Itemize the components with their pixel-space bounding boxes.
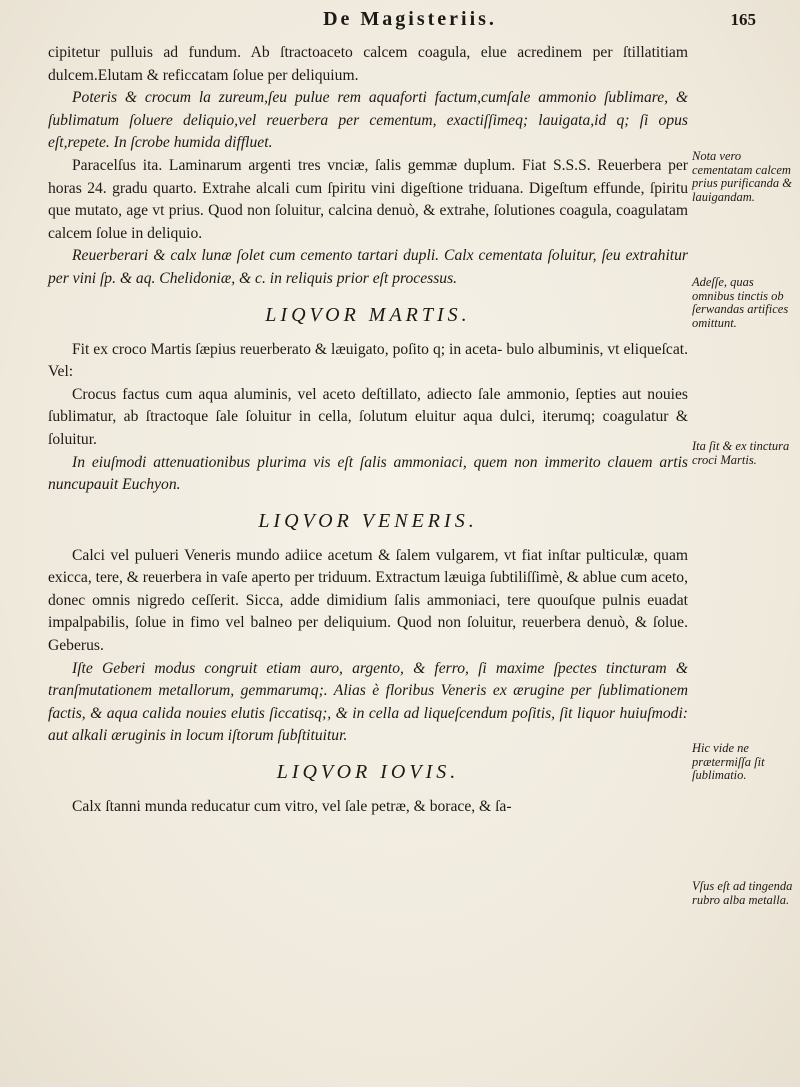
marginal-note-text: Hic vide ne prætermiſſa ſit ſublimatio. bbox=[692, 741, 765, 782]
marginal-note-text: Vſus eſt ad tingenda rubro alba metalla. bbox=[692, 879, 793, 907]
marginal-note-text: Adeſſe, quas omnibus tinctis ob ſerwandas artifices omittunt. bbox=[692, 275, 789, 330]
marginal-note-text: Ita ſit & ex tinctura croci Martis. bbox=[692, 439, 790, 467]
section-heading: LIQVOR MARTIS. bbox=[265, 303, 471, 326]
marginal-note bbox=[692, 276, 796, 330]
main-text bbox=[48, 42, 688, 819]
page-header bbox=[60, 6, 760, 40]
marginal-note bbox=[692, 742, 796, 783]
page-number: 165 bbox=[730, 10, 756, 29]
paragraph: Crocus factus cum aqua aluminis, vel aceto deſtillato, adiecto ſale ammonio, ſepties aut nouies ſublimatur, ab ſtractoque ſale ſoluitur in cella, ſolutum eluitur aqua dulci, iterumq; coagulatur & ſoluitur. bbox=[48, 385, 688, 448]
paragraph: Reuerberari & calx lunæ ſolet cum cemento tartari dupli. Calx cementata ſoluitur, ſeu extrahitur per vini ſp. & aq. Chelidoniæ, & c. in reliquis prior eſt processus. bbox=[48, 247, 688, 287]
section-heading: LIQVOR IOVIS. bbox=[276, 761, 460, 784]
paragraph: cipitetur pulluis ad fundum. Ab ſtractoaceto calcem coagula, elue acredinem per ſtillatitiam dulcem.Elutam & reficcatam ſolue per deliquium. bbox=[48, 44, 688, 84]
paragraph: Poteris & crocum la zureum,ſeu pulue rem aquaforti factum,cumſale ammonio ſublimare, & ſublimatum ſoluere deliquio,vel reuerbera per cementum, exactiſſimeq; lauigata,id q; ſi opus eſt,repete. In ſcrobe humida diffluet. bbox=[48, 89, 688, 152]
section-heading: LIQVOR VENERIS. bbox=[258, 509, 478, 532]
paragraph: In eiuſmodi attenuationibus plurima vis eſt ſalis ammoniaci, quem non immerito clauem artis nuncupauit Euchyon. bbox=[48, 453, 688, 494]
paragraph: Paracelſus ita. Laminarum argenti tres vnciæ, ſalis gemmæ duplum. Fiat S.S.S. Reuerbera per horas 24. gradu quarto. Extrahe alcali cum ſpiritu vini digeſtione triduana. Digeſtum effunde, ſpiritu que mutato, age vt prius. Quod non ſoluitur, calcina denuò, & extrahe, ſolutiones coagula, coagulatam calcem ſolue in deliquio. bbox=[48, 156, 688, 242]
marginal-note-text: Nota vero cementatam calcem prius purificanda & lauigandam. bbox=[692, 149, 793, 204]
running-head: De Magisteriis. bbox=[323, 8, 497, 30]
paragraph: Iſte Geberi modus congruit etiam auro, argento, & ferro, ſi maxime ſpectes tincturam & tranſmutationem metallorum, gemmarumq;. Alias è floribus Veneris ex ærugine per ſublimationem factis, & aqua calida nouies elutis ſiccatisq;, & in cella ad liqueſcendum poſitis, ſit liquor huiuſmodi: aut alkali æruginis in locum iſtorum ſubſtituitur. bbox=[48, 659, 688, 745]
marginal-note bbox=[692, 150, 796, 204]
paragraph: Calx ſtanni munda reducatur cum vitro, vel ſale petræ, & borace, & ſa- bbox=[72, 798, 512, 816]
paragraph: Fit ex croco Martis ſæpius reuerberato & læuigato, poſito q; in aceta- bulo albuminis, vt eliqueſcat. Vel: bbox=[48, 340, 688, 381]
marginal-note bbox=[692, 440, 796, 467]
marginal-note bbox=[692, 880, 796, 907]
paragraph: Calci vel pulueri Veneris mundo adiice acetum & ſalem vulgarem, vt fiat inſtar pulticulæ, quam exicca, tere, & reuerbera in vaſe aperto per triduum. Extractum læuiga ſubtiliſſimè, & ablue cum aceto, donec omnis nigredo ceſſerit. Sicca, adde dimidium ſalis ammoniaci, tere quouſque pulnis euadat impalpabilis, ſolue in fimo vel balneo per deliquium. Quod non ſoluitur, reuerbera denuò, & ſolue. Geberus. bbox=[48, 546, 688, 655]
